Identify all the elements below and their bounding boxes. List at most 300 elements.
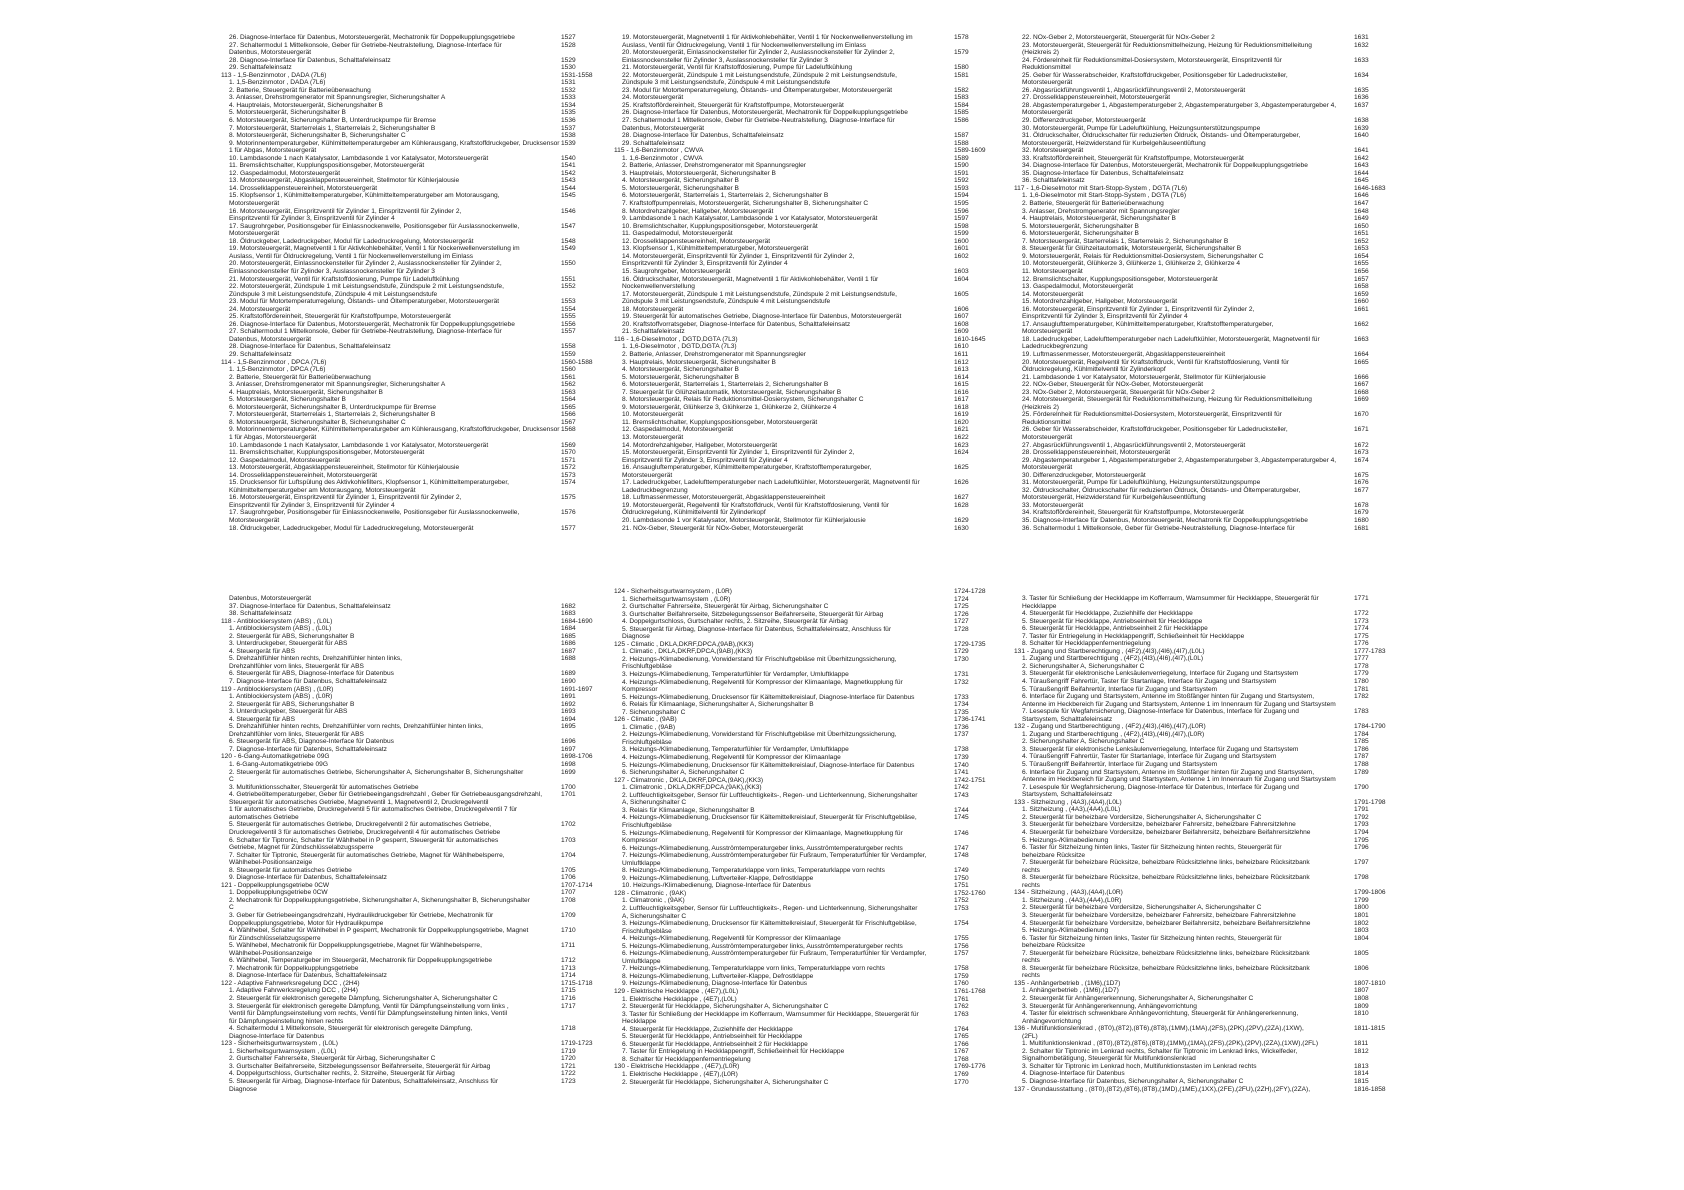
toc-entry-title: 26. Geber für Wasserabscheider, Kraftstoffdruckgeber, Positionsgeber für Ladedrucksteller,	[1022, 426, 1288, 434]
toc-entry	[622, 807, 998, 815]
toc-column-1	[221, 34, 605, 532]
toc-entry-title: 21. NOx-Geber, Steuergerät für NOx-Geber, Motorsteuergerät	[622, 524, 804, 532]
toc-page-number: 1801	[1354, 911, 1369, 919]
toc-entry	[622, 419, 998, 427]
toc-entry-title: automatisches Getriebe	[229, 813, 299, 821]
toc-entry-title: 24. Förderelnheit für Reduktionsmittel-Dosiersystem, Motorsteuergerät, Einspritzventil für	[1022, 56, 1282, 64]
toc-entry-title: 27. Schaltermodul 1 Mittelkonsole, Geber für Getriebe-Neutralstellung, Diagnose-Interface für	[229, 41, 502, 49]
toc-page-number: 1529	[561, 56, 576, 64]
toc-page-number: 1785	[1354, 738, 1369, 746]
toc-entry	[1022, 633, 1398, 641]
toc-entry-title: 5. Motorsteuergerät, Sicherungshalter B	[229, 396, 346, 404]
toc-entry	[1022, 268, 1398, 276]
toc-entry-title: Motorsteuergerät	[1022, 328, 1073, 336]
toc-page-number: 1643	[1354, 162, 1369, 170]
toc-entry-title: 9. Motorsteuergerät, Glühkerze 3, Glühkerze 1, Glühkerze 2, Glühkerze 4	[622, 403, 837, 411]
toc-entry	[1022, 746, 1398, 754]
toc-entry	[229, 625, 605, 633]
toc-entry-title: 6. Motorsteuergerät, Sicherungshalter B, Unterdruckpumpe für Bremse	[229, 117, 437, 125]
toc-page-number: 1744	[954, 806, 969, 814]
toc-entry	[229, 132, 605, 140]
toc-page-number: 1695	[561, 723, 576, 731]
toc-page-number: 1742	[954, 784, 969, 792]
toc-entry	[622, 1011, 998, 1019]
toc-page-number: 1691-1697	[561, 685, 593, 693]
toc-entry-title: 7. Taster für Entriegelung in Heckklappengriff, Schließeinheit für Heckklappe	[1022, 632, 1245, 640]
toc-entry	[229, 987, 605, 995]
toc-page-number	[1354, 464, 1398, 472]
toc-page-number: 1675	[1354, 471, 1369, 479]
toc-page-number: 1734	[954, 701, 969, 709]
toc-entry-title: 21. Lambdasonde 1 vor Katalysator, Motorsteuergerät, Stellmotor für Kühlerjalousie	[1022, 373, 1266, 381]
toc-page-number: 1806	[1354, 964, 1369, 972]
toc-entry-title: 18. Motorsteuergerät	[622, 305, 684, 313]
toc-entry-title: 4. Wählhebel, Schalter für Wählhebel in P gesperrt, Mechatronik für Doppelkupplungsgetriebe, Magnet	[229, 927, 529, 935]
toc-entry-title: 6. Steuergerät für Heckklappe, Antriebseinheit 2 für Heckklappe	[1022, 625, 1208, 633]
toc-entry-title: Einlassnockensteller für Zylinder 3, Auslassnockensteller für Zylinder 3	[229, 267, 435, 275]
toc-page-number: 1793	[1354, 821, 1369, 829]
toc-entry-title: 1. 1,6-Dieselmotor , DGTD,DGTA (7L3)	[622, 343, 737, 351]
toc-entry	[622, 920, 998, 928]
toc-page-number: 1781	[1354, 685, 1369, 693]
toc-entry-title: 33. Kraftstoffördereinheit, Steuergerät für Kraftstoffpumpe, Motorsteuergerät	[1022, 154, 1244, 162]
toc-entry-title: 12. Gaspedalmodul, Motorsteuergerät	[229, 456, 341, 464]
toc-entry	[229, 170, 605, 178]
toc-entry	[622, 102, 998, 110]
toc-entry-title: 5. Heizungs-/Klimabedienung, Regelventil für Kompressor der Klimaanlage, Magnetkupplung für	[622, 829, 903, 837]
toc-page-number	[1354, 140, 1398, 148]
toc-page-number: 1711	[561, 942, 576, 950]
toc-page-number: 1565	[561, 403, 576, 411]
toc-page-number: 1642	[1354, 154, 1369, 162]
toc-page-number: 1552	[561, 283, 576, 291]
toc-entry-title: 3. Steuergerät für beheizbare Vordersitze, beheizbarer Fahrersitz, beheizbare Fahrersitzlehne	[1022, 911, 1296, 919]
toc-entry-title: 22. NOx-Geber 2, Motorsteuergerät, Steuergerät für NOx-Geber 2	[1022, 34, 1215, 41]
toc-page-number: 1578	[954, 34, 969, 41]
toc-entry	[622, 177, 998, 185]
toc-entry	[229, 525, 605, 533]
toc-entry-title: 5. Türaußengriff Beifahrertür, Interface für Zugang und Startsystem	[1022, 761, 1218, 769]
toc-entry-title: Ventil für Dämpfungseinstellung vorn rechts, Ventil für Dämpfungseinstellung hinten links, Ventil	[229, 1010, 508, 1018]
toc-page-number: 1684	[561, 625, 576, 633]
toc-entry-title: 19. Motorsteuergerät, Regelventil für Kraftstoffdruck, Ventil für Kraftstoffdosierung, Ventil für	[622, 501, 889, 509]
toc-page-number	[954, 958, 998, 966]
toc-entry	[1022, 678, 1398, 686]
toc-page-number: 1579	[954, 49, 969, 57]
toc-entry	[229, 655, 605, 663]
toc-page-number: 1616	[954, 388, 969, 396]
toc-entry	[622, 291, 998, 299]
toc-entry	[229, 648, 605, 656]
toc-entry	[229, 260, 605, 268]
toc-page-number	[561, 776, 605, 784]
toc-entry	[622, 306, 998, 314]
toc-entry-title: Öldruckregelung, Kühlmittelventil für Zylinderkopf	[622, 509, 766, 517]
toc-entry	[1022, 1070, 1398, 1078]
toc-entry	[622, 343, 998, 351]
toc-entry-title: 4. Doppelgurtschloss, Gurtschalter rechts, 2. Sitzreihe, Steuergerät für Airbag	[622, 618, 848, 626]
toc-entry	[1022, 102, 1398, 110]
toc-page-number: 1570	[561, 449, 576, 457]
toc-entry-title: 18. Öldruckgeber, Ladedruckgeber, Modul für Ladedruckregelung, Motorsteuergerät	[229, 237, 474, 245]
toc-entry-title: Heckklappe	[622, 1018, 657, 1026]
toc-entry	[1022, 829, 1398, 837]
toc-entry-title: 5. Türaußengriff Beifahrertür, Interface für Zugang und Startsystem	[1022, 685, 1218, 693]
toc-entry	[622, 618, 998, 626]
toc-page-number: 1789	[1354, 768, 1369, 776]
toc-entry-title: 8. Diagnose-Interface für Datenbus, Schalttafeleinsatz	[229, 972, 387, 980]
toc-entry-title: 5. Steuergerät für Airbag, Diagnose-Interface für Datenbus, Schalttafeleinsatz, Anschluss für	[229, 1078, 499, 1085]
toc-page-number	[1354, 776, 1398, 784]
toc-entry	[1022, 449, 1398, 457]
toc-page-number: 1604	[954, 275, 969, 283]
toc-page-number: 1702	[561, 821, 576, 829]
toc-entry-title: 6. Wählhebel, Temperaturgeber im Steuergerät, Mechatronik für Doppelkupplungsgetriebe	[229, 957, 493, 965]
toc-entry-title: 2. Batterie, Anlasser, Drehstromgenerator mit Spannungsregler	[622, 350, 806, 358]
toc-entry	[229, 844, 605, 852]
toc-page-number: 1761-1768	[954, 987, 986, 995]
toc-entry-title: Diagnose	[229, 1085, 257, 1093]
toc-entry-title: 27. Schaltermodul 1 Mittelkonsole, Geber für Getriebe-Neutralstellung, Diagnose-Interface für	[229, 328, 502, 336]
toc-entry	[622, 298, 998, 306]
toc-entry	[622, 754, 998, 762]
toc-entry-title: 19. Luftmassenmesser, Motorsteuergerät, Abgasklappensteuereinheit	[1022, 350, 1226, 358]
toc-entry-title: 5. Steuergerät für Heckklappe, Antriebseinheit für Heckklappe	[1022, 617, 1203, 625]
toc-page-number: 1660	[1354, 298, 1369, 306]
toc-entry-title: 8. Motorsteuergerät, Sicherungshalter B, Sicherungshalter C	[229, 418, 406, 426]
toc-page-number: 1698-1706	[561, 753, 593, 761]
toc-page-number: 1637	[1354, 101, 1369, 109]
toc-entry	[1022, 230, 1398, 238]
toc-page-number	[1354, 701, 1398, 709]
toc-entry-title: 1. 1,6-Dieselmotor mit Start-Stopp-System , DGTA (7L6)	[1022, 192, 1187, 200]
toc-entry	[622, 701, 998, 709]
toc-entry-title: 32. Motorsteuergerät	[1022, 147, 1084, 155]
toc-entry	[622, 1071, 998, 1079]
toc-entry	[1022, 208, 1398, 216]
toc-page-number: 1797	[1354, 859, 1369, 867]
toc-column-3	[1014, 595, 1398, 1093]
toc-page-number: 1757	[954, 950, 969, 958]
toc-page-number: 1676	[1354, 479, 1369, 487]
toc-entry-title: 1. Climatic , DKLA,DKRF,DPCA,(9AB),(KK3)	[622, 648, 753, 656]
toc-entry	[229, 806, 605, 814]
toc-page-number	[561, 215, 605, 223]
toc-entry-title: Frischluftgebläse	[622, 927, 672, 935]
toc-entry-title: 5. Motorsteuergerät, Sicherungshalter B	[622, 184, 739, 192]
toc-page-number: 1548	[561, 237, 576, 245]
toc-page-number: 1764	[954, 1025, 969, 1033]
toc-entry-title: 4. Getriebeöltemperaturgeber, Geber für Getriebeeingangsdrehzahl , Geber für Getriebeausgangsdrehzahl,	[229, 791, 543, 799]
toc-entry	[229, 389, 605, 397]
toc-entry	[229, 814, 605, 822]
toc-entry	[229, 693, 605, 701]
toc-entry-title: Datenbus, Motorsteuergerät	[229, 335, 312, 343]
toc-page-number	[954, 57, 998, 65]
toc-entry	[622, 200, 998, 208]
toc-page-number: 1625	[954, 464, 969, 472]
toc-entry-title: 1. Climatronic , DKLA,DKRF,DPCA,(9AK),(KK3)	[622, 784, 762, 792]
toc-page-number: 1543	[561, 177, 576, 185]
toc-entry	[229, 457, 605, 465]
toc-entry	[622, 965, 998, 973]
toc-entry-title: 17. Motorsteuergerät, Zündspule 1 mit Leistungsendstufe, Zündspule 2 mit Leistungsendstufe,	[622, 290, 897, 298]
toc-page-number: 1679	[1354, 509, 1369, 517]
toc-page-number: 1775	[1354, 632, 1369, 640]
toc-entry	[1022, 942, 1398, 950]
toc-page-number: 1814	[1354, 1070, 1369, 1078]
toc-page-number: 1769	[954, 1071, 969, 1078]
toc-entry	[229, 283, 605, 291]
toc-entry-title: 3. Steuergerät für beheizbare Vordersitze, beheizbarer Fahrersitz, beheizbare Fahrersitzlehne	[1022, 821, 1296, 829]
toc-entry-title: 1. 1,5-Benzinmotor , DPCA (7L6)	[229, 366, 326, 374]
toc-page-number	[561, 502, 605, 510]
toc-entry	[1022, 525, 1398, 533]
toc-entry-title: 7. Steuergerät für beheizbare Rücksitze, beheizbare Rücksitzlehne links, beheizbare Rücksitzbank	[1022, 859, 1310, 867]
toc-entry-title: rechts	[1022, 881, 1040, 889]
toc-page-number	[1354, 603, 1398, 611]
toc-entry-title: Steuergerät für automatisches Getriebe, Magnetventil 1, Magnetventil 2, Druckregelventil	[229, 798, 489, 806]
toc-page-number: 1779	[1354, 670, 1369, 678]
toc-page-number: 1650	[1354, 222, 1369, 230]
toc-entry	[229, 1086, 605, 1094]
toc-entry	[622, 603, 998, 611]
toc-entry	[229, 957, 605, 965]
toc-page-number: 1605	[954, 290, 969, 298]
toc-entry-title: 8. Steuergerät für beheizbare Rücksitze, beheizbare Rücksitzlehne links, beheizbare Rücksitzbank	[1022, 964, 1310, 972]
toc-entry-title: 5. Heizungs-/Klimabedienung	[1022, 927, 1109, 935]
toc-entry	[622, 830, 998, 838]
toc-entry-title: 11. Bremslichtschalter, Kupplungspositionsgeber, Motorsteuergerät	[622, 418, 818, 426]
toc-entry-title: Signalhornbetätigung, Steuergerät für Multifunktionslenkrad	[1022, 1055, 1196, 1063]
toc-page-number: 1556	[561, 320, 576, 328]
toc-entry-title: Frischluftgebläse	[622, 821, 672, 829]
toc-page-number	[561, 487, 605, 495]
toc-entry-title: 2. Steuergerät für beheizbare Vordersitze, Sicherungshalter A, Sicherungshalter C	[1022, 904, 1262, 912]
toc-entry-title: beheizbare Rücksitze	[1022, 942, 1086, 950]
toc-entry-title: 6. Interface für Zugang und Startsystem, Antenne im Stoßfänger hinten für Zugang und Startsystem,	[1022, 768, 1315, 776]
toc-page-number: 1740	[954, 761, 969, 769]
toc-page-number: 1759	[954, 972, 969, 980]
toc-entry	[622, 245, 998, 253]
toc-entry	[622, 746, 998, 754]
toc-page-number	[954, 860, 998, 868]
toc-entry-title: 4. Motorsteuergerät, Sicherungshalter B	[622, 366, 739, 374]
toc-page-number: 1658	[1354, 283, 1369, 291]
toc-entry	[229, 1048, 605, 1056]
toc-entry	[1022, 396, 1398, 404]
toc-page-number	[561, 799, 605, 807]
toc-entry-title: 24. Motorsteuergerät	[229, 305, 291, 313]
toc-entry-title: 3. Steuergerät für Anhängererkennung, Anhängevorrichtung	[1022, 1002, 1197, 1010]
toc-page-number: 1649	[1354, 215, 1369, 223]
toc-entry	[1022, 821, 1398, 829]
toc-entry	[1022, 245, 1398, 253]
toc-entry	[229, 670, 605, 678]
toc-entry-title: 20. Motorsteuergerät, Regelventil für Kraftstoffdruck, Ventil für Kraftstoffdosierung, Ventil für	[1022, 358, 1289, 366]
toc-entry	[1022, 701, 1398, 709]
toc-page-number: 1600	[954, 237, 969, 245]
toc-entry-title: 126 - Climatic , (9AB)	[614, 716, 677, 724]
toc-page-number: 1678	[1354, 501, 1369, 509]
toc-entry	[229, 449, 605, 457]
toc-page-number: 1692	[561, 700, 576, 708]
toc-entry	[229, 1003, 605, 1011]
toc-entry	[622, 913, 998, 921]
toc-page-number: 1668	[1354, 388, 1369, 396]
toc-page-number: 1629	[954, 517, 969, 524]
toc-entry	[1022, 442, 1398, 450]
toc-page-number: 1735	[954, 708, 969, 716]
toc-entry	[1022, 625, 1398, 633]
toc-page-number: 1562	[561, 381, 576, 389]
toc-entry-title: Reduktionsmittel	[1022, 64, 1071, 72]
toc-entry-title: 26. Diagnose-Interface für Datenbus, Motorsteuergerät, Mechatronik für Doppelkupplungsgetriebe	[622, 109, 908, 117]
toc-entry	[622, 49, 998, 57]
toc-entry-title: 27. Schaltermodul 1 Mittelkonsole, Geber für Getriebe-Neutralstellung, Diagnose-Interface für	[622, 117, 895, 125]
toc-page-number: 1606	[954, 305, 969, 313]
toc-page-number: 1586	[954, 117, 969, 125]
toc-section-heading	[1014, 798, 1398, 807]
toc-page-number	[561, 200, 605, 208]
toc-entry	[622, 799, 998, 807]
toc-entry	[622, 671, 998, 679]
toc-section-heading	[1014, 889, 1398, 897]
toc-entry-title: 16. Öldruckschalter, Motorsteuergerät, Magnetventil 1 für Aktivkohlebehälter, Ventil 1 für	[622, 275, 879, 283]
toc-entry	[229, 663, 605, 671]
toc-entry-title: 135 - Anhängerbetrieb , (1M6),(1D7)	[1014, 979, 1121, 987]
toc-entry-title: 7. Steuergerät für Glühzeitautomatik, Motorsteuergerät, Sicherungshalter B	[622, 388, 842, 396]
toc-entry-title: Einspritzventil für Zylinder 3, Einspritzventil für Zylinder 4	[622, 456, 788, 464]
toc-page-number	[561, 49, 605, 57]
toc-entry-title: (Heizkreis 2)	[1022, 49, 1060, 57]
toc-page-number: 1549	[561, 245, 576, 253]
toc-entry-title: 35. Diagnose-Interface für Datenbus, Motorsteuergerät, Mechatronik für Doppelkupplungsgetriebe	[1022, 517, 1308, 524]
toc-entry-title: 5. Motorsteuergerät, Sicherungshalter B	[622, 373, 739, 381]
toc-entry-title: 18. Ladedruckgeber, Ladelufttemperaturgeber nach Ladeluftkühler, Motorsteuergerät, Magnetventil für	[1022, 335, 1320, 343]
toc-page-number	[1354, 867, 1398, 875]
toc-entry	[229, 517, 605, 525]
toc-entry	[229, 87, 605, 95]
toc-entry-title: 25. Geber für Wasserabscheider, Kraftstoffdruckgeber, Positionsgeber für Ladedrucksteller,	[1022, 71, 1288, 79]
toc-entry-title: 8. Steuergerät für automatisches Getriebe	[229, 866, 352, 874]
toc-entry-title: 1 für Abgas, Motorsteuergerät	[229, 147, 317, 155]
toc-page-number: 1706	[561, 874, 576, 882]
toc-entry-title: 2. Steuergerät für Heckklappe, Sicherungshalter A, Sicherungshalter C	[622, 1003, 829, 1011]
toc-entry-title: Motorsteuergerät	[1022, 464, 1073, 472]
toc-entry-title: 7. Heizungs-/Klimabedienung, Temperaturklappe vorn links, Temperaturklappe vorn rechts	[622, 965, 885, 973]
toc-entry-title: 117 - 1,6-Dieselmotor mit Start-Stopp-System , DGTA (7L6)	[1014, 184, 1188, 192]
toc-page-number: 1688	[561, 655, 576, 663]
toc-entry-title: 23. Modul für Motortemperaturregelung, Ölstands- und Öltemperaturgeber, Motorsteuergerät	[622, 86, 893, 94]
toc-entry-title: 22. NOx-Geber, Steuergerät für NOx-Geber, Motorsteuergerät	[1022, 381, 1204, 389]
toc-entry-title: 29. Schalttafeleinsatz	[229, 64, 292, 72]
toc-entry-title: 4. Steuergerät für beheizbare Vordersitze, beheizbarer Beifahrersitz, beheizbare Beifahrersitzlehne	[1022, 919, 1311, 927]
toc-entry-title: 4. Hauptrelais, Motorsteuergerät, Sicherungshalter B	[229, 101, 383, 109]
toc-entry	[622, 479, 998, 487]
toc-page-number: 1772	[1354, 610, 1369, 618]
toc-entry	[229, 1025, 605, 1033]
toc-entry	[1022, 761, 1398, 769]
toc-page-number: 1721	[561, 1062, 576, 1070]
toc-page-number: 1666	[1354, 373, 1369, 381]
toc-entry-title: Motorsteuergerät, Heizwiderstand für Kurbelgehäuseentlüftung	[1022, 494, 1206, 502]
toc-entry-title: 4. Steuergerät für ABS	[229, 715, 295, 723]
toc-entry-title: 6. Taster für Sitzheizung hinten links, Taster für Sitzheizung hinten rechts, Steuergerät für	[1022, 934, 1282, 942]
toc-page-number: 1657	[1354, 275, 1369, 283]
toc-entry	[622, 739, 998, 747]
toc-page-number: 1717	[561, 1002, 576, 1010]
toc-page-number	[1354, 957, 1398, 965]
toc-entry-title: 1. Antiblockiersystem (ABS) , (L0R)	[229, 693, 333, 701]
toc-entry-title: 1. Sicherheitsgurtwarnsystem , (L0R)	[622, 595, 731, 603]
toc-entry-title: 9. Lambdasonde 1 nach Katalysator, Lambdasonde 1 vor Katalysator, Motorsteuergerät	[622, 215, 878, 223]
toc-page-number	[1354, 313, 1398, 321]
toc-entry-title: Diagnose	[622, 633, 650, 641]
toc-page-number	[561, 230, 605, 238]
toc-entry-title: 119 - Antiblockiersystem (ABS) , (L0R)	[221, 685, 334, 693]
toc-page-number: 1581	[954, 71, 969, 79]
toc-entry-title: 3. Heizungs-/Klimabedienung, Drucksensor für Kältemittelkreislauf, Steuergerät für Frischluftgebläse,	[622, 920, 917, 928]
toc-page-number: 1531-1558	[561, 71, 593, 79]
toc-page-number	[954, 663, 998, 671]
toc-entry-title: 26. Abgasrückführungsventil 1, Abgasrückführungsventil 2, Motorsteuergerät	[1022, 86, 1246, 94]
toc-page-number: 1728	[954, 625, 969, 633]
toc-page-number	[1354, 434, 1398, 442]
toc-entry-title: 16. Motorsteuergerät, Einspritzventil für Zylinder 1, Einspritzventil für Zylinder 2,	[229, 207, 462, 215]
toc-page-number: 1554	[561, 305, 576, 313]
toc-entry	[622, 1018, 998, 1026]
toc-page-number	[1354, 1033, 1398, 1041]
toc-page-number: 1736	[954, 723, 969, 731]
toc-page-number	[1354, 852, 1398, 860]
toc-entry	[622, 449, 998, 457]
toc-page-number: 1610	[954, 343, 969, 351]
toc-entry	[622, 389, 998, 397]
toc-page-number: 1794	[1354, 828, 1369, 836]
toc-entry-title: 1. Zugang und Startberechtigung , (4F2),(4I3),(4I6),(4I7),(L0R)	[1022, 730, 1205, 738]
toc-page-number: 1690	[561, 678, 576, 686]
toc-entry-title: 8. Heizungs-/Klimabedienung, Luftverteiler-Klappe, Defrostklappe	[622, 972, 814, 980]
toc-entry	[1022, 457, 1398, 465]
toc-page-number: 1749	[954, 867, 969, 875]
toc-entry	[229, 419, 605, 427]
toc-entry-title: 1. Zugang und Startberechtigung , (4F2),(4I3),(4I6),(4I7),(L0L)	[1022, 655, 1204, 663]
toc-page-number: 1777-1783	[1354, 647, 1386, 655]
toc-entry	[1022, 995, 1398, 1003]
toc-entry	[229, 494, 605, 502]
toc-entry-title: 6. Motorsteuergerät, Sicherungshalter B	[1022, 230, 1139, 238]
toc-entry-title: Antenne im Heckbereich für Zugang und Startsystem, Antenne 1 im Innenraum für Zugang und Startsystem	[1022, 776, 1336, 784]
toc-page-number: 1602	[954, 252, 969, 260]
toc-entry	[1022, 49, 1398, 57]
toc-entry-title: 3. Heizungs-/Klimabedienung, Temperaturfühler für Verdampfer, Umluftklappe	[622, 671, 849, 679]
toc-page-number: 1654	[1354, 252, 1369, 260]
toc-page-number: 1770	[954, 1078, 969, 1086]
toc-entry-title: 10. Motorsteuergerät	[622, 411, 684, 419]
toc-page-number: 1766	[954, 1040, 969, 1048]
toc-entry-title: 1. Elektrische Heckklappe , (4E7),(L0L)	[622, 995, 737, 1003]
toc-entry	[622, 867, 998, 875]
toc-entry-title: 25. Kraftstoffördereinheit, Steuergerät für Kraftstoffpumpe, Motorsteuergerät	[622, 101, 844, 109]
toc-entry	[622, 875, 998, 883]
toc-entry-title: 11. Gaspedalmodul, Motorsteuergerät	[622, 230, 733, 238]
toc-entry	[1022, 72, 1398, 80]
toc-entry	[622, 426, 998, 434]
toc-entry-title: Auslass, Ventil für Öldruckregelung, Ventil 1 für Nockenwellenverstellung im Einlass	[622, 41, 867, 49]
toc-page-number	[561, 434, 605, 442]
toc-entry	[1022, 987, 1398, 995]
